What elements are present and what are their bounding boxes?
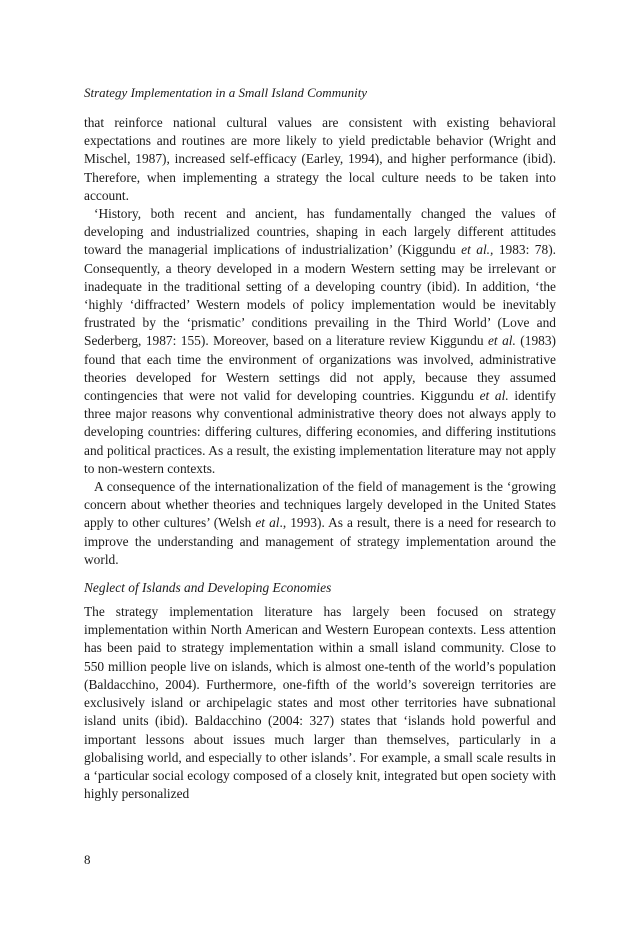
et-al-citation: et al — [255, 515, 280, 531]
paragraph-1: that reinforce national cultural values are consistent with existing behavioral expectations and routines are more likely to yield predictable behavior (Wright and Mischel, 1987), increased self-efficacy (Earley, 1994), and higher performance (ibid). Therefore, when implementing a strategy the local culture needs to be taken into account. — [84, 115, 556, 203]
paragraph-2 — [84, 205, 556, 478]
paragraph-2-text-4: identify three major reasons why conventional administrative theory does not always apply to developing countries: differing cultures, differing economies, and differing institutions and political practices. As a result, the existing implementation literature may not apply to non-western contexts. — [84, 388, 557, 476]
paragraph-2-text-3: (1983) found that each time the environment of organizations was involved, administrative theories developed for Western settings did not apply, because they assumed contingencies that were not valid for developing countries. Kiggundu — [84, 333, 556, 404]
paragraph-3 — [84, 478, 556, 569]
paragraph-3-text-1: A consequence of the internationalization of the field of management is the ‘growing concern about whether theories and techniques largely developed in the United States apply to other cultures’ (Welsh — [84, 479, 556, 531]
paragraph-2-text-1: ‘History, both recent and ancient, has fundamentally changed the values of developing and industrialized countries, shaping in each largely different attitudes toward the managerial implications of industrialization’ (Kiggundu — [84, 206, 556, 258]
paragraph-2-text-2: 1983: 78). Consequently, a theory developed in a modern Western setting may be irrelevant or inadequate in the traditional setting of a developing country (ibid). In addition, ‘the ‘highly ‘diffracted’ Western models of policy implementation would be inevitably frustrated by the ‘prismatic’ conditions prevailing in the Third World’ (Love and Sederberg, 1987: 155). Moreover, based on a literature review Kiggundu — [84, 242, 556, 349]
body-text — [84, 114, 556, 803]
et-al-citation: et al., — [461, 242, 494, 258]
paragraph-4: The strategy implementation literature has largely been focused on strategy implementation within North American and Western European contexts. Less attention has been paid to strategy implementation within a small island community. Close to 550 million people live on islands, which is almost one-tenth of the world’s population (Baldacchino, 2004). Furthermore, one-fifth of the world’s sovereign territories are exclusively island or archipelagic states and most other territories have subnational island units (ibid). Baldacchino (2004: 327) states that ‘islands hold powerful and important lessons about issues much larger than themselves, particularly in a globalising world, and especially to other islands’. For example, a small scale results in a ‘particular social ecology composed of a closely knit, integrated but open society with highly personalized — [84, 604, 556, 802]
running-title: Strategy Implementation in a Small Island Community — [84, 85, 368, 100]
paragraph-3-text-2: ., 1993). As a result, there is a need for research to improve the understanding and management of strategy implementation around the world. — [84, 515, 556, 567]
et-al-citation: et al. — [479, 388, 509, 404]
et-al-citation: et al. — [487, 333, 516, 349]
page-number: 8 — [84, 852, 91, 867]
section-heading: Neglect of Islands and Developing Economies — [84, 580, 332, 596]
